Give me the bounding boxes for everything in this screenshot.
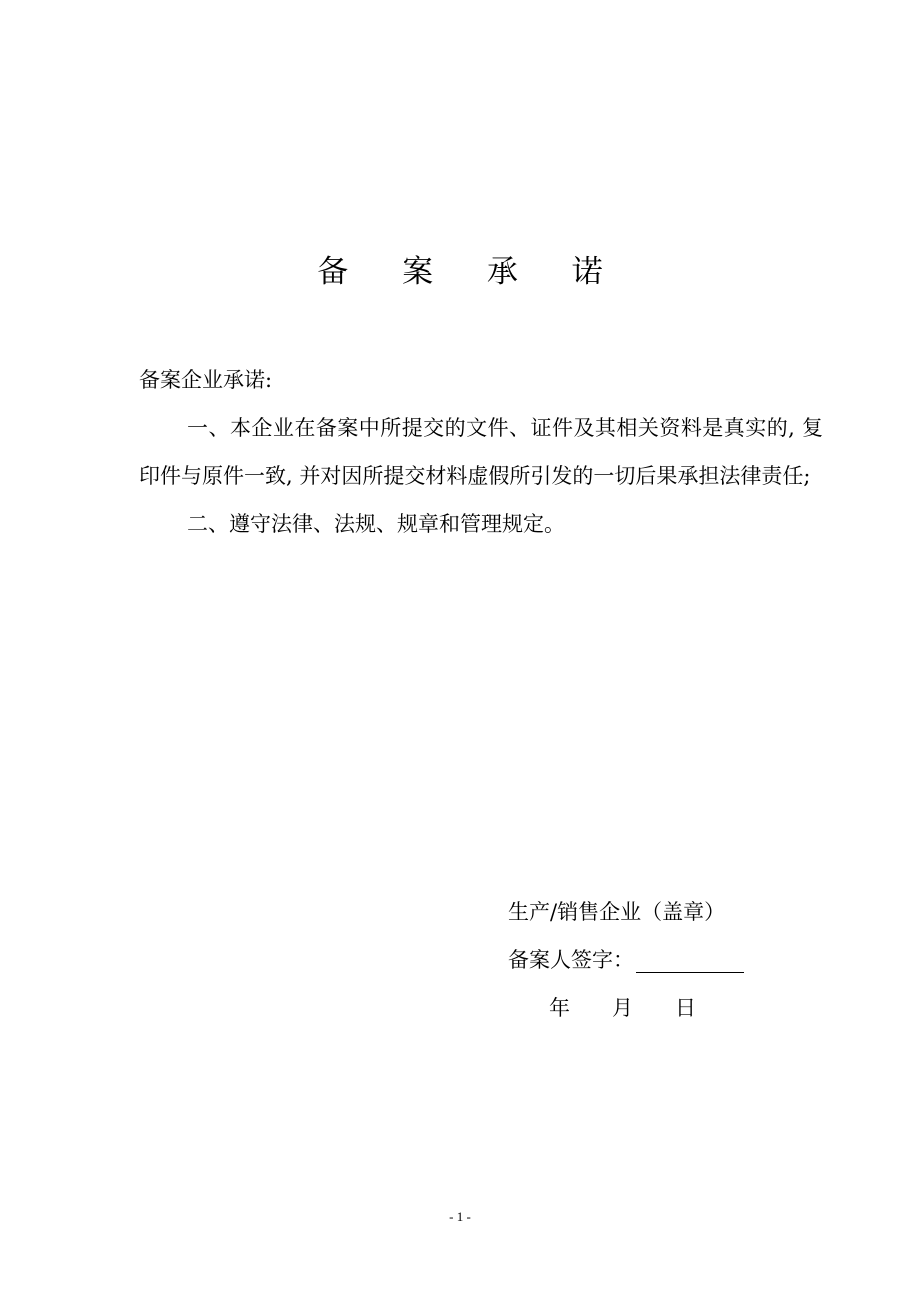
clause-1: 一、本企业在备案中所提交的文件、证件及其相关资料是真实的, 复印件与原件一致, 并对因所提交材料虚假所引发的一切后果承担法律责任;	[139, 416, 823, 488]
signature-block	[508, 888, 744, 1032]
month-label: 月	[612, 996, 633, 1020]
document-title: 备 案 承 诺	[317, 254, 625, 290]
day-label: 日	[675, 996, 696, 1020]
clause-2: 二、遵守法律、法规、规章和管理规定。	[187, 512, 565, 536]
company-seal-label: 生产/销售企业（盖章）	[508, 900, 726, 924]
date-row	[508, 984, 744, 1032]
opening-line: 备案企业承诺:	[139, 368, 273, 392]
signer-row	[508, 936, 744, 984]
clause-list	[139, 404, 823, 548]
signature-line	[636, 948, 744, 973]
page-number: - 1 -	[449, 1209, 471, 1224]
year-label: 年	[549, 996, 570, 1020]
signer-label: 备案人签字：	[508, 948, 634, 972]
